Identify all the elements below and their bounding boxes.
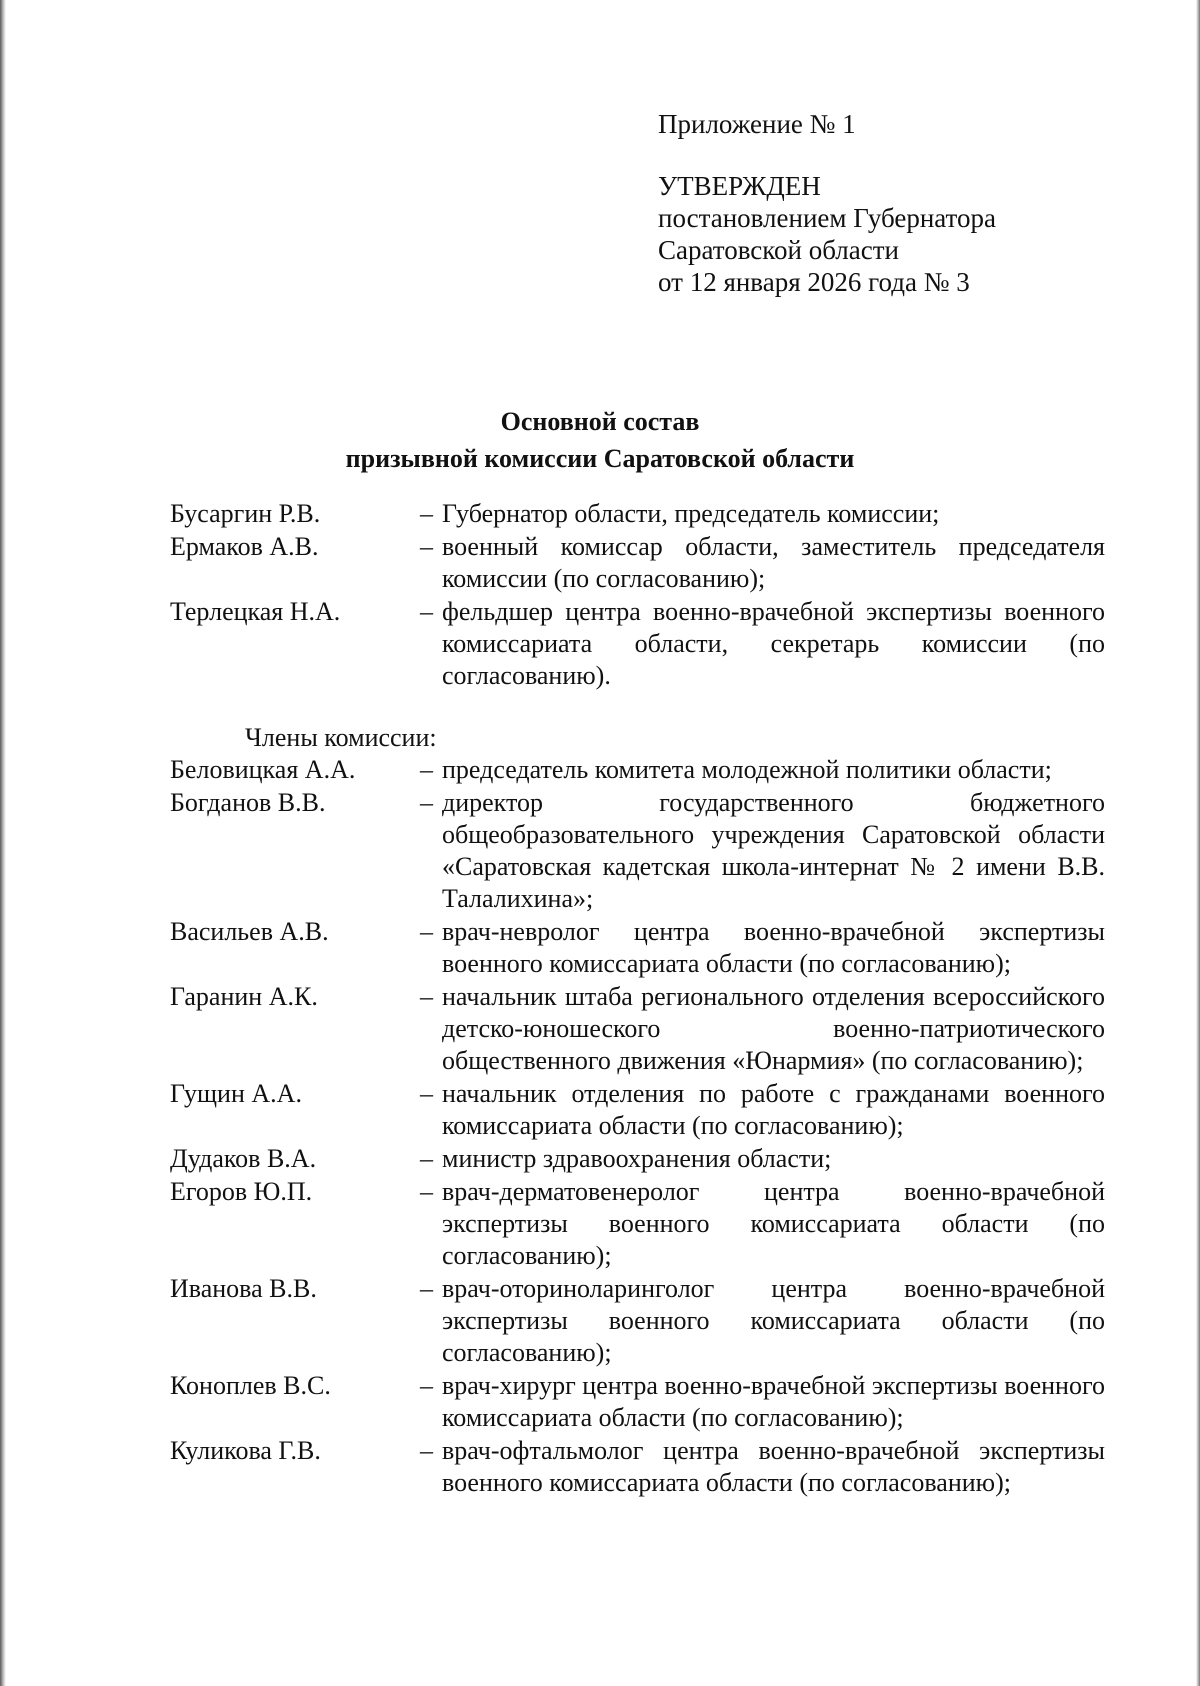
member-name: Беловицкая А.А. (170, 755, 356, 784)
member-role: министр здравоохранения области; (442, 1144, 832, 1173)
member-role: фельдшер центра военно-врачебной экспертизы военного комиссариата области, секретарь комиссии (по согласованию). (442, 597, 1105, 690)
dash-separator: – (420, 1144, 433, 1173)
member-row (170, 596, 1105, 692)
member-name: Дудаков В.А. (170, 1144, 317, 1173)
member-name: Куликова Г.В. (170, 1436, 321, 1465)
members-list (170, 754, 1105, 1499)
main-members-list (170, 498, 1105, 692)
member-name: Васильев А.В. (170, 917, 329, 946)
member-row (170, 981, 1105, 1077)
member-row (170, 1273, 1105, 1369)
member-role: председатель комитета молодежной политики области; (442, 755, 1052, 784)
member-name: Гаранин А.К. (170, 982, 318, 1011)
dash-separator: – (420, 917, 433, 946)
dash-separator: – (420, 1371, 433, 1400)
member-name: Егоров Ю.П. (170, 1177, 313, 1206)
approval-date-line: от 12 января 2026 года № 3 (658, 267, 970, 297)
dash-separator: – (420, 755, 433, 784)
member-role: директор государственного бюджетного общеобразовательного учреждения Саратовской области «Саратовская кадетская школа-интернат № 2 имени В.В. Талалихина»; (442, 788, 1105, 913)
dash-separator: – (420, 1079, 433, 1108)
member-role: военный комиссар области, заместитель председателя комиссии (по согласованию); (442, 532, 1105, 593)
member-row (170, 787, 1105, 915)
member-role: врач-хирург центра военно-врачебной экспертизы военного комиссариата области (по согласованию); (442, 1371, 1105, 1432)
member-name: Гущин А.А. (170, 1079, 302, 1108)
dash-separator: – (420, 597, 433, 626)
title-line-1: Основной состав (500, 407, 700, 436)
member-role: врач-невролог центра военно-врачебной экспертизы военного комиссариата области (по согласованию); (442, 917, 1105, 978)
dash-separator: – (420, 1274, 433, 1303)
member-row (170, 1370, 1105, 1434)
scan-edge-left (0, 0, 6, 1686)
member-role: начальник отделения по работе с гражданами военного комиссариата области (по согласованию); (442, 1079, 1105, 1140)
member-row (170, 1078, 1105, 1142)
approval-block (658, 108, 996, 298)
member-name: Богданов В.В. (170, 788, 326, 817)
members-heading: Члены комиссии: (245, 723, 437, 752)
approval-line-2: Саратовской области (658, 235, 899, 265)
dash-separator: – (420, 1436, 433, 1465)
dash-separator: – (420, 788, 433, 817)
member-row (170, 1176, 1105, 1272)
member-name: Бусаргин Р.В. (170, 499, 321, 528)
member-role: врач-дерматовенеролог центра военно-врачебной экспертизы военного комиссариата области (по согласованию); (442, 1177, 1105, 1270)
dash-separator: – (420, 1177, 433, 1206)
annex-number: Приложение № 1 (658, 109, 856, 139)
member-row (170, 1435, 1105, 1499)
scan-edge-right (1196, 0, 1200, 1686)
member-name: Ермаков А.В. (170, 532, 319, 561)
member-row (170, 916, 1105, 980)
approved-stamp-text: УТВЕРЖДЕН (658, 171, 821, 201)
member-name: Коноплев В.С. (170, 1371, 331, 1400)
member-name: Иванова В.В. (170, 1274, 317, 1303)
member-role: врач-оториноларинголог центра военно-врачебной экспертизы военного комиссариата области (по согласованию); (442, 1274, 1105, 1367)
member-row (170, 1143, 1105, 1175)
member-row (170, 754, 1105, 786)
member-role: врач-офтальмолог центра военно-врачебной экспертизы военного комиссариата области (по согласованию); (442, 1436, 1105, 1497)
member-row (170, 498, 1105, 530)
member-role: начальник штаба регионального отделения всероссийского детско-юношеского военно-патриотического общественного движения «Юнармия» (по согласованию); (442, 982, 1105, 1075)
approval-line-1: постановлением Губернатора (658, 203, 996, 233)
document-title (0, 403, 1200, 477)
title-line-2: призывной комиссии Саратовской области (345, 444, 855, 473)
member-role: Губернатор области, председатель комиссии; (442, 499, 940, 528)
dash-separator: – (420, 532, 433, 561)
member-name: Терлецкая Н.А. (170, 597, 341, 626)
dash-separator: – (420, 499, 433, 528)
member-row (170, 531, 1105, 595)
commission-list (170, 498, 1105, 1500)
dash-separator: – (420, 982, 433, 1011)
